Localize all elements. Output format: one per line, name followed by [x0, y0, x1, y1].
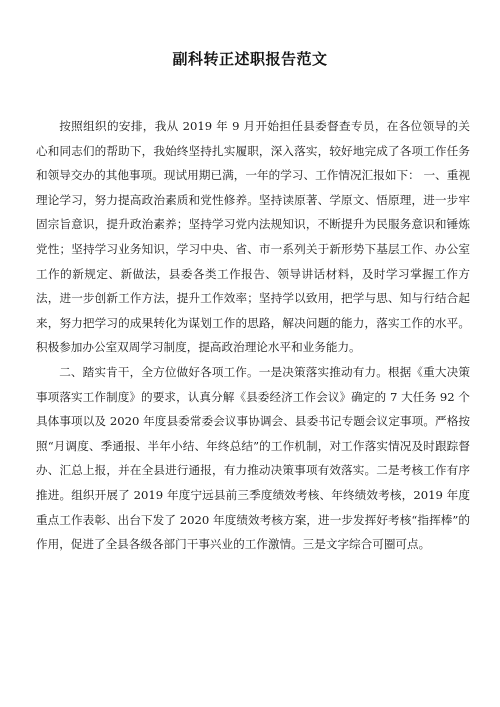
document-title: 副科转正述职报告范文: [172, 50, 328, 68]
paragraph-1: 按照组织的安排，我从 2019 年 9 月开始担任县委督查专员，在各位领导的关心和同志们的帮助下，我始终坚持扎实履职，深入落实，较好地完成了各项工作任务和领导交办的其他事项。现试用期已满，一年的学习、工作情况汇报如下： 一、重视理论学习，努力提高政治素质和党性修养。坚持读原著、学原文、悟原理，进一步牢固宗旨意识，提升政治素养；坚持学习党内法规知识，不断提升为民服务意识和锤炼党性；坚持学习业务知识，学习中央、省、市一系列关于新形势下基层工作、办公室工作的新规定、新做法，县委各类工作报告、领导讲话材料，及时学习掌握工作方法，进一步创新工作方法，提升工作效率；坚持学以致用，把学与思、知与行结合起来，努力把学习的成果转化为谋划工作的思路，解决问题的能力，落实工作的水平。积极参加办公室双周学习制度，提高政治理论水平和业务能力。: [36, 119, 470, 355]
document-body: [36, 114, 470, 557]
paragraph-2: 二、踏实肯干，全方位做好各项工作。一是决策落实推动有力。根据《重大决策事项落实工作制度》的要求，认真分解《县委经济工作会议》确定的 7 大任务 92 个具体事项以及 2020 年度县委常委会议事协调会、县委书记专题会议定事项。严格按照“月调度、季通报、半年小结、年终总结”的工作机制，对工作落实情况及时跟踪督办、汇总上报，并在全县进行通报，有力推动决策事项有效落实。二是考核工作有序推进。组织开展了 2019 年度宁远县前三季度绩效考核、年终绩效考核，2019 年度重点工作表彰、出台下发了 2020 年度绩效考核方案，进一步发挥好考核“指挥棒”的作用，促进了全县各级各部门干事兴业的工作激情。三是文字综合可圈可点。: [36, 364, 470, 552]
